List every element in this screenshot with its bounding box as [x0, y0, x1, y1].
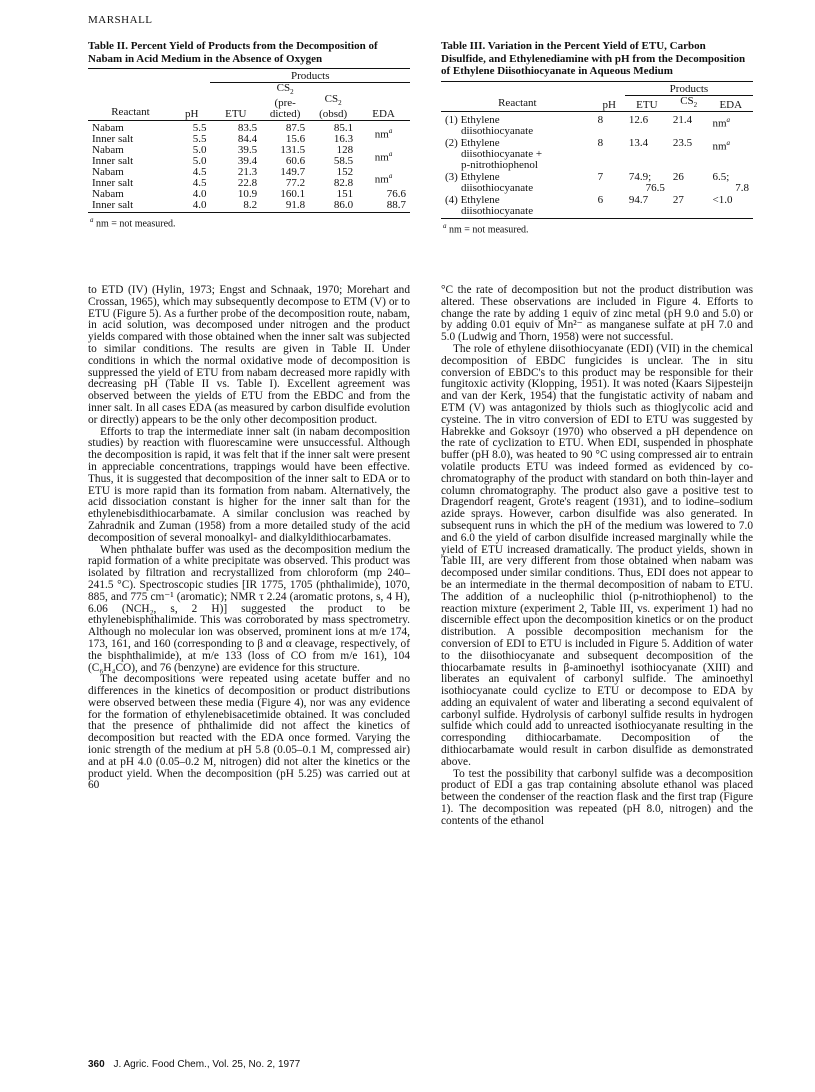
cell-value: <1.0 — [712, 193, 733, 206]
table-cell — [594, 171, 625, 194]
table-3 — [441, 82, 753, 217]
table-row — [441, 111, 753, 137]
table-row — [441, 137, 753, 171]
paragraph: °C the rate of decomposition but not the product distribution was altered. These observations are included in Figure 4. Efforts to change the rate by adding 1 equiv of zinc metal (pH 9.0 and 5.0) or by adding 0.01 equiv of Mn²⁻ as manganese sulfate at pH 7.0 and 5.0 (Ludwig and Thorn, 1958) were not successful. — [441, 284, 753, 344]
table-cell: 160.1 — [280, 188, 306, 201]
t2-head-etu: ETU — [225, 108, 247, 121]
table-cell: 4.0 — [192, 188, 207, 201]
table-cell — [594, 137, 625, 171]
reactant-line: diisothiocyanate — [461, 181, 534, 194]
reactant-line: (2) Ethylene — [445, 136, 500, 149]
t3-head-reactant: Reactant — [498, 96, 537, 109]
table-3-group-header: Products — [625, 82, 753, 96]
table-cell: $nm^a$ — [712, 115, 731, 130]
reactant-line: (3) Ethylene — [445, 170, 500, 183]
table-cell: Nabam — [92, 188, 124, 201]
table-cell — [441, 171, 594, 194]
table-row — [88, 121, 410, 135]
table-cell: 5.0 — [192, 155, 207, 168]
t3-head-ph: pH — [602, 98, 616, 111]
t2-head-cs2-pred: $CS_2$ (pre- dicted) — [269, 82, 301, 121]
table-2-footnote-text: nm = not measured. — [96, 218, 176, 230]
table-cell: 39.4 — [237, 155, 258, 168]
left-column — [88, 285, 410, 792]
table-cell: 22.8 — [237, 177, 258, 190]
table-3-footnote: $^a$ nm = not measured. — [443, 221, 529, 236]
nm-cell: $nm^a$ — [374, 126, 393, 141]
table-cell: $nm^a$ — [712, 138, 731, 153]
table-cell — [669, 111, 709, 137]
cell-value: 13.4 — [628, 136, 649, 149]
table-cell — [594, 194, 625, 217]
table-cell: 82.8 — [333, 177, 354, 190]
table-2 — [88, 69, 410, 211]
table-cell: 58.5 — [333, 155, 354, 168]
t3-head-eda: EDA — [719, 98, 743, 111]
t3-head-cs2: $CS_2$ — [680, 94, 698, 109]
table-cell: Nabam — [92, 144, 124, 157]
table-cell: 85.1 — [333, 122, 354, 135]
table-cell: 152 — [336, 166, 354, 179]
table-cell: 87.5 — [285, 122, 306, 135]
reactant-line: diisothiocyanate — [461, 204, 534, 217]
journal-citation: J. Agric. Food Chem., Vol. 25, No. 2, 1977 — [113, 1059, 301, 1070]
table-cell: 4.5 — [192, 166, 207, 179]
table-cell — [708, 171, 753, 194]
table-cell: 4.5 — [192, 177, 207, 190]
table-cell: 86.0 — [333, 199, 354, 212]
table-2-group-header: Products — [210, 69, 410, 83]
cell-value: 26 — [672, 170, 684, 183]
table-3-caption: Table III. Variation in the Percent Yield of ETU, Carbon Disulfide, and Ethylenediamine with pH from the Decomposition of Ethylene Diisothiocyanate in Aqueous Medium — [441, 40, 746, 77]
table-cell — [625, 111, 669, 137]
nm-label: nm — [374, 173, 389, 186]
table-row — [441, 194, 753, 217]
table-cell: Inner salt — [92, 155, 134, 168]
paragraph: To test the possibility that carbonyl sulfide was a decomposition product of EDI a gas trap containing absolute ethanol was placed between the condenser of the reaction flask and the first trap (Figure 1). The decomposition was repeated (pH 8.0, nitrogen) and the contents of the ethanol — [441, 767, 753, 827]
paragraph: When phthalate buffer was used as the decomposition medium the rapid formation of a white precipitate was observed. This product was isolated by filtration and recrystallized from chloroform (mp 240–241.5 °C). Spectroscopic studies [IR 1775, 1705 (phthalimide), 1070, 885, and 775 cm⁻¹ (aromatic); NMR τ 2.24 (aromatic protons, s, 4 H), 6.06 (NCH₂, s, 2 H)] suggested the product to be ethylenebisphthalimide. This was corroborated by mass spectrometry. Although no molecular ion was observed, prominent ions at m/e 174, 173, 161, and 160 (corresponding to β and α cleavage, respectively, of the bisphthalimide), at m/e 133 (loss of CO from m/e 161), 104 (C₆H₄CO), and 76 (benzyne) are evidence for this structure. — [88, 543, 410, 674]
table-2-caption: Table II. Percent Yield of Products from the Decomposition of Nabam in Acid Medium in the Absence of Oxygen — [88, 40, 378, 65]
nm-cell: $nm^a$ — [374, 149, 393, 164]
cell-value: 8 — [597, 136, 604, 149]
table-cell: 91.8 — [285, 199, 306, 212]
table-2-block — [88, 40, 410, 230]
table-cell: 128 — [336, 144, 354, 157]
table-cell: 88.7 — [386, 199, 406, 212]
page-footer — [88, 1059, 300, 1070]
table-cell: 5.0 — [192, 144, 207, 157]
table-cell: 39.5 — [237, 144, 258, 157]
table-cell — [669, 194, 709, 217]
cell-value: 7 — [597, 170, 604, 183]
cell-value: nm — [712, 140, 727, 153]
cell-value: 76.5 — [645, 181, 665, 194]
table-cell — [625, 171, 669, 194]
cell-value: 7.8 — [735, 181, 749, 194]
table-row — [441, 171, 753, 194]
table-cell: 15.6 — [285, 133, 306, 146]
cell-value: nm — [712, 117, 727, 130]
table-2-footnote: $^a$ nm = not measured. — [90, 216, 176, 230]
t2-head-cs2-obsd: $CS_2$ (obsd) — [319, 93, 348, 121]
table-cell: 8.2 — [243, 199, 258, 212]
t2-head-reactant: Reactant — [111, 106, 150, 119]
nm-label: nm — [374, 128, 389, 141]
cell-value: 6.5; — [712, 170, 730, 183]
cell-value: 23.5 — [672, 136, 693, 149]
table-cell: 149.7 — [280, 166, 306, 179]
table-cell: Nabam — [92, 166, 124, 179]
cell-value: 8 — [597, 113, 604, 126]
table-3-block — [441, 40, 753, 235]
table-cell: 16.3 — [333, 133, 354, 146]
paragraph: to ETD (IV) (Hylin, 1973; Engst and Schnaak, 1970; Morehart and Crossan, 1965), which may subsequently decompose to ETM (V) or to ETU (Figure 5). As a further probe of the decomposition route, nabam, in acid solution, was decomposed under nitrogen and the product yields compared with those obtained when the inner salt was subjected to similar conditions. The results are given in Table II. Under conditions in which the normal oxidative mode of decomposition is suppressed the yield of ETU from nabam decreased more rapidly with decreasing pH (Table II vs. Table I). Excellent agreement was observed between the yields of ETU from the EBDC and from the inner salt. In all cases EDA (as measured by carbon disulfide evolution or directly) appears to be the only other decomposition product. — [88, 284, 410, 426]
table-cell: 77.2 — [285, 177, 306, 190]
nm-cell: $nm^a$ — [374, 171, 393, 186]
table-cell: 151 — [336, 188, 354, 201]
cell-value: 94.7 — [628, 193, 649, 206]
table-cell: Nabam — [92, 122, 124, 135]
table-cell — [441, 111, 594, 137]
table-cell — [594, 111, 625, 137]
table-cell: 76.6 — [386, 188, 406, 201]
paragraph: The role of ethylene diisothiocyanate (EDI) (VII) in the chemical decomposition of EBDC fungicides is unclear. The in situ conversion of EBDC's to this product may be responsible for their fungitoxic activity (Klopping, 1951). It was noted (Kaars Sijpesteijn and van der Kerk, 1954) that the fungistatic activity of nabam and ETM (V) was antagonized by thiols such as thioglycolic acid and cysteine. The in vitro conversion of EDI to ETU was suggested by Habrekke and Goksoyr (1970) who observed a pH dependence on the rate of cyclization to ETU. When EDI, suspended in phosphate buffer (pH 8.0), was heated to 90 °C using compressed air to entrain volatile products ETU was indeed formed as evidenced by co-chromatography of the product with standard on both thin-layer and column chromatography. The product also gave a positive test to Dragendorf reagent, Grote's reagent (1931), and to iodine–sodium azide sprays. However, carbon disulfide was also generated. In subsequent runs in which the pH of the medium was lowered to 7.0 and 6.0 the yield of carbon disulfide increased marginally while the yield of ETU increased dramatically. The product yields, shown in Table III, are very different from those obtained when nabam was decomposed under similar conditions. Thus, EDI does not appear to be an intermediate in the thermal decomposition of nabam to ETU. The addition of a nucleophilic thiol (p-nitrothiophenol) to the reaction mixture (experiment 2, Table III, vs. experiment 1) had no discernible effect upon the decomposition kinetics or on the product distribution. A possible decomposition mechanism for the conversion of EDI to ETU is included in Figure 5. Addition of water to the diisothiocyanate and subsequent decomposition of the thiocarbamate results in β-aminoethyl isothiocyanate (XIII) and liberates an equivalent of carbonyl sulfide. The aminoethyl isothiocyanate could cyclize to ETU or decompose to EDA by adding an equivalent of water and liberating a second equivalent of carbonyl sulfide. Hydrolysis of carbonyl sulfide results in hydrogen sulfide which could add to unreacted isothiocyanate resulting in the corresponding dithiocarbamate. Decomposition of the dithiocarbamate would result in carbon disulfide as demonstrated above. — [441, 342, 753, 768]
page-number: 360 — [88, 1059, 105, 1070]
nm-label: nm — [374, 151, 389, 164]
table-cell: 60.6 — [285, 155, 306, 168]
reactant-line: (1) Ethylene — [445, 113, 500, 126]
reactant-line: diisothiocyanate + — [461, 147, 543, 160]
table-cell: 10.9 — [237, 188, 258, 201]
table-cell — [669, 171, 709, 194]
cell-value: 27 — [672, 193, 684, 206]
cell-value: 21.4 — [672, 113, 693, 126]
reactant-line: (4) Ethylene — [445, 193, 500, 206]
table-cell: 84.4 — [237, 133, 258, 146]
running-head: MARSHALL — [88, 14, 153, 26]
paragraph: Efforts to trap the intermediate inner salt (in nabam decomposition studies) by reaction with fluorescamine were unsuccessful. Although the decomposition is rapid, it was felt that if the inner salt were present in appreciable concentrations, trappings would have been effective. Thus, it is suggested that decomposition of the inner salt to EDA or to ETU is more rapid than its formation from nabam. Alternatively, the acid dissociation constant is higher for the inner salt than for the ethylenebisdithiocarbamate. A similar conclusion was reached by Zahradnik and Zuman (1958) from a more detailed study of the acid decomposition of several monoalkyl- and dialkyldithiocarbamates. — [88, 425, 410, 544]
reactant-line: p-nitrothiophenol — [461, 158, 538, 171]
cell-value: 6 — [597, 193, 604, 206]
table-cell: Inner salt — [92, 199, 134, 212]
table-cell — [669, 137, 709, 171]
table-cell: 5.5 — [192, 133, 207, 146]
table-cell — [441, 194, 594, 217]
cell-value: 12.6 — [628, 113, 649, 126]
reactant-line: diisothiocyanate — [461, 124, 534, 137]
table-cell: 4.0 — [192, 199, 207, 212]
table-cell — [625, 194, 669, 217]
table-row — [88, 200, 410, 211]
t2-head-eda: EDA — [372, 108, 395, 121]
table-3-footnote-text: nm = not measured. — [449, 224, 529, 236]
table-cell — [441, 137, 594, 171]
table-cell: 21.3 — [237, 166, 258, 179]
table-cell: Inner salt — [92, 177, 134, 190]
cell-value: 74.9; — [628, 170, 652, 183]
t3-head-etu: ETU — [636, 98, 658, 111]
table-cell: Inner salt — [92, 133, 134, 146]
right-column — [441, 285, 753, 828]
t2-head-ph: pH — [184, 108, 199, 121]
table-cell — [625, 137, 669, 171]
table-cell — [708, 194, 753, 217]
table-cell: 5.5 — [192, 122, 207, 135]
table-cell: 131.5 — [280, 144, 306, 157]
table-cell: 83.5 — [237, 122, 258, 135]
paragraph: The decompositions were repeated using acetate buffer and no differences in the kinetics of decomposition or product distributions were observed between these media (Figure 4), nor was any evidence for the formation of ethylenebisacetimide obtained. It was concluded that the presence of phthalimide did not affect the kinetics of decomposition but reacted with the EDA once formed. Varying the ionic strength of the medium at pH 5.8 (0.05–0.1 M, compressed air) and at pH 4.0 (0.05–0.2 M, nitrogen) did not alter the kinetics or the product yield. When the decomposition (pH 5.25) was carried out at 60 — [88, 673, 410, 792]
